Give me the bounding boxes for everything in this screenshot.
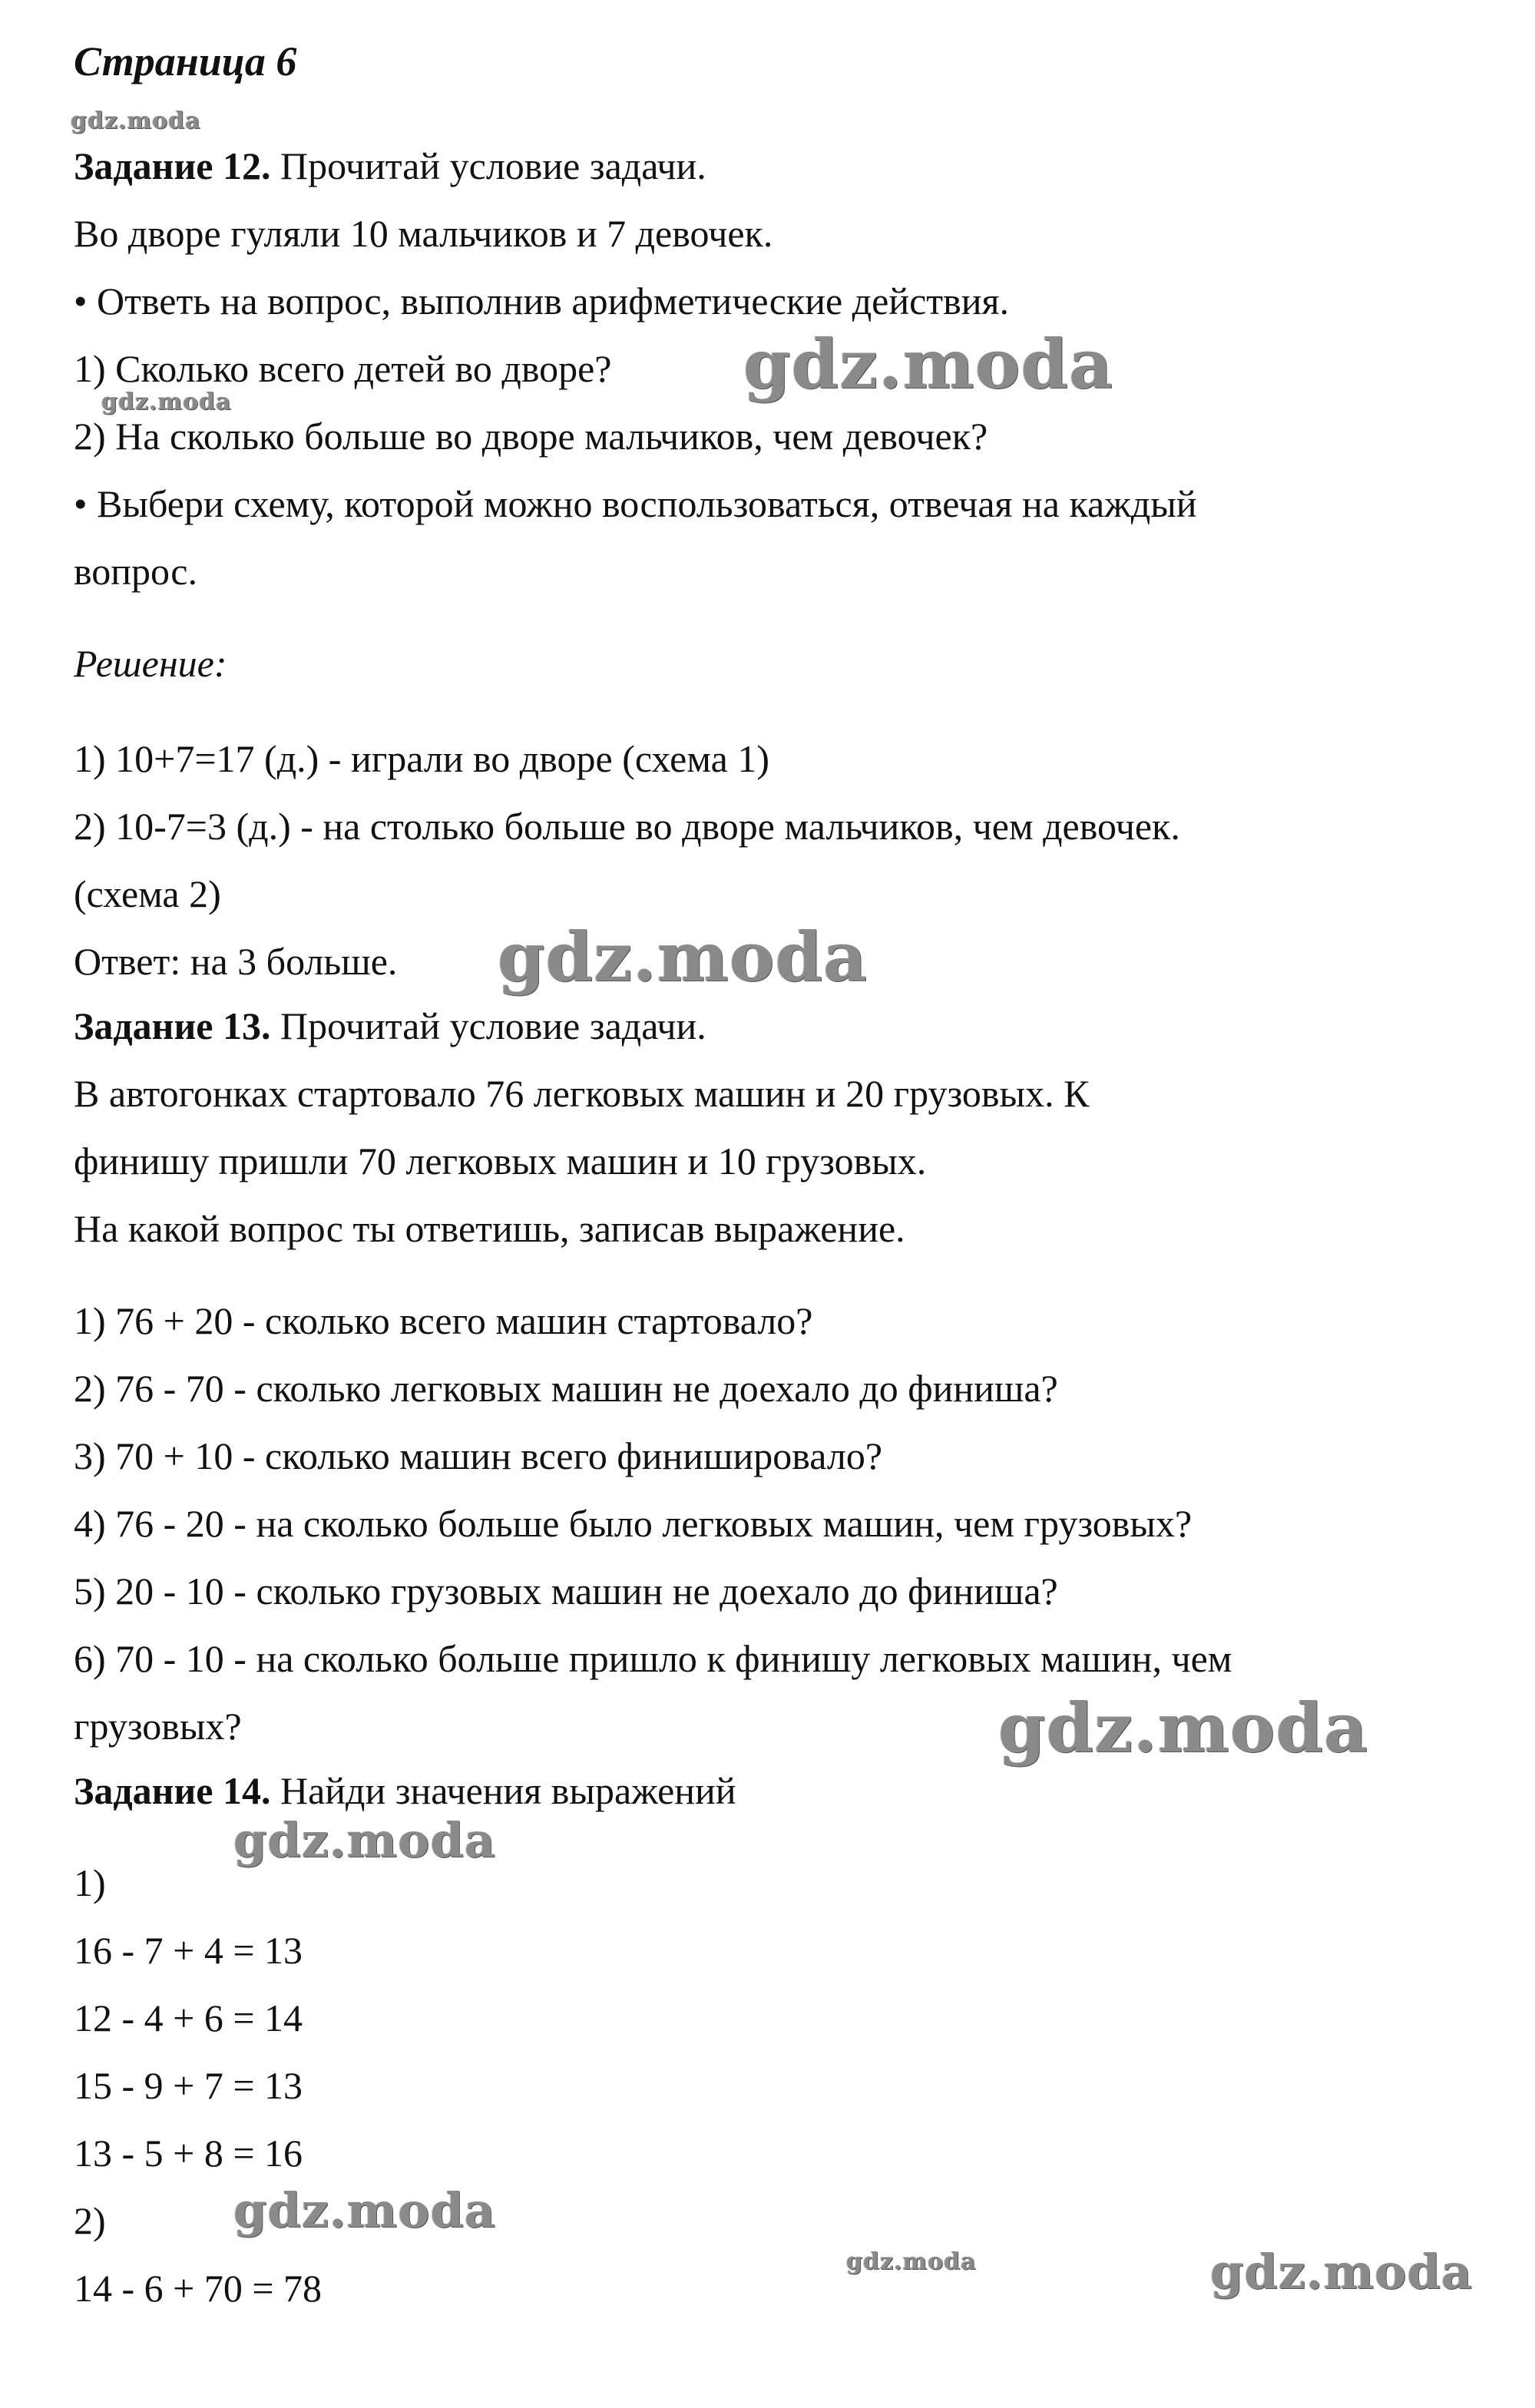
task14-part1-label: 1)	[74, 1861, 106, 1904]
task13-item: 4) 76 - 20 - на сколько больше было легковых машин, чем грузовых?	[74, 1502, 1193, 1545]
task14-expression: 13 - 5 + 8 = 16	[74, 2132, 303, 2175]
watermark-logo: gdz.moda	[71, 108, 201, 134]
task13-heading-label: Задание 13.	[74, 1004, 271, 1047]
watermark-logo: gdz.moda	[498, 917, 868, 997]
task14-part2-label: 2)	[74, 2199, 106, 2242]
task12-solution2: 2) 10-7=3 (д.) - на столько больше во дворе мальчиков, чем девочек.	[74, 805, 1180, 848]
task14-expression: 15 - 9 + 7 = 13	[74, 2064, 303, 2107]
task12-bullet1: • Ответь на вопрос, выполнив арифметические действия.	[74, 280, 1010, 322]
task12-condition: Во дворе гуляли 10 мальчиков и 7 девочек.	[74, 212, 773, 255]
task14-heading	[74, 1768, 736, 1814]
page-title: Страница 6	[74, 38, 297, 84]
task13-heading	[74, 1003, 706, 1049]
task12-heading-text: Прочитай условие задачи.	[270, 144, 706, 187]
watermark-logo: gdz.moda	[846, 2248, 977, 2275]
task13-item: 2) 76 - 70 - сколько легковых машин не доехало до финиша?	[74, 1367, 1058, 1410]
task12-heading-label: Задание 12.	[74, 144, 271, 187]
watermark-logo: gdz.moda	[101, 389, 232, 415]
task14-expression: 12 - 4 + 6 = 14	[74, 1996, 303, 2039]
task14-expression: 14 - 6 + 70 = 78	[74, 2267, 323, 2310]
task14-expression: 16 - 7 + 4 = 13	[74, 1929, 303, 1972]
watermark-logo: gdz.moda	[743, 324, 1114, 404]
task13-heading-text: Прочитай условие задачи.	[270, 1004, 706, 1047]
solution-label: Решение:	[74, 642, 227, 685]
task14-heading-text: Найди значения выражений	[270, 1769, 736, 1812]
task14-heading-label: Задание 14.	[74, 1769, 271, 1812]
task12-solution1: 1) 10+7=17 (д.) - играли во дворе (схема 1)	[74, 737, 769, 780]
watermark-logo: gdz.moda	[1210, 2244, 1473, 2300]
task12-bullet2-line2: вопрос.	[74, 550, 197, 593]
task12-question1: 1) Сколько всего детей во дворе?	[74, 347, 612, 390]
task13-item: грузовых?	[74, 1705, 242, 1748]
task12-answer: Ответ: на 3 больше.	[74, 940, 398, 983]
task13-item: 5) 20 - 10 - сколько грузовых машин не доехало до финиша?	[74, 1570, 1058, 1612]
task13-condition-line2: финишу пришли 70 легковых машин и 10 грузовых.	[74, 1140, 927, 1182]
watermark-logo: gdz.moda	[233, 1812, 496, 1868]
task12-heading	[74, 143, 706, 189]
task13-question: На какой вопрос ты ответишь, записав выражение.	[74, 1207, 905, 1250]
watermark-logo: gdz.moda	[233, 2182, 496, 2238]
task13-item: 3) 70 + 10 - сколько машин всего финишировало?	[74, 1434, 883, 1477]
watermark-logo: gdz.moda	[998, 1688, 1369, 1768]
task13-item: 1) 76 + 20 - сколько всего машин стартовало?	[74, 1299, 813, 1342]
task13-condition-line1: В автогонках стартовало 76 легковых машин и 20 грузовых. К	[74, 1072, 1090, 1115]
task13-item: 6) 70 - 10 - на сколько больше пришло к финишу легковых машин, чем	[74, 1637, 1232, 1680]
task12-question2: 2) На сколько больше во дворе мальчиков, чем девочек?	[74, 415, 988, 458]
task12-bullet2-line1: • Выбери схему, которой можно воспользоваться, отвечая на каждый	[74, 482, 1197, 525]
task12-solution2-scheme: (схема 2)	[74, 872, 221, 915]
